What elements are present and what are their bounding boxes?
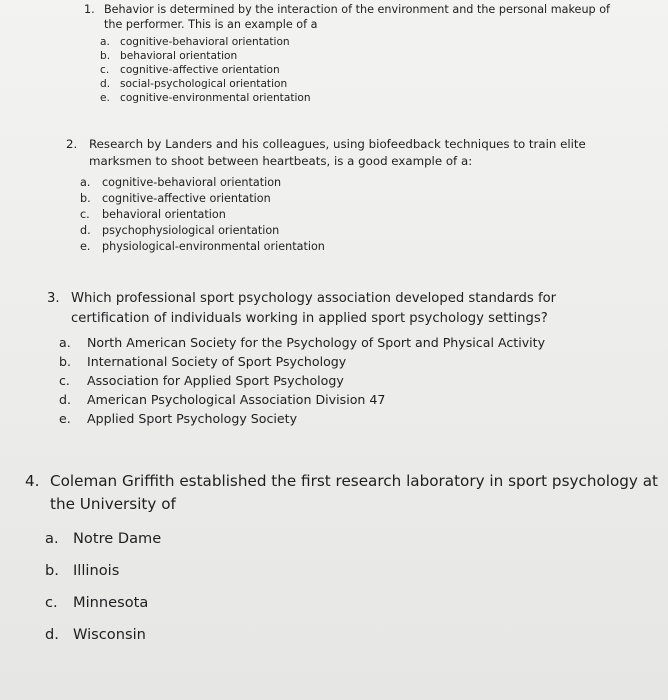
answer-option-a [59,333,627,352]
option-text: behavioral orientation [120,50,238,62]
question-number: 3. [47,291,60,306]
option-text: Notre Dame [73,530,162,547]
option-text: Association for Applied Sport Psychology [87,373,344,388]
answer-option-c [80,207,626,223]
question-1 [84,2,624,105]
answer-options [45,523,665,651]
option-text: behavioral orientation [102,208,226,221]
answer-options [80,175,626,255]
question-text: Behavior is determined by the interaction of the environment and the personal makeup of the performer. This is an example of a [104,3,610,31]
answer-option-e [100,91,624,105]
answer-option-c [45,587,665,619]
answer-option-d [59,390,627,409]
option-text: Minnesota [73,594,149,611]
option-letter: d. [80,224,91,237]
option-letter: b. [45,562,59,579]
question-number: 4. [25,472,40,490]
option-letter: a. [45,530,59,547]
answer-option-b [80,191,626,207]
option-letter: a. [80,176,91,189]
question-text: Research by Landers and his colleagues, using biofeedback techniques to train elite marksmen to shoot between heartbeats, is a good example of a: [89,137,586,168]
answer-option-a [45,523,665,555]
option-letter: c. [45,594,58,611]
answer-option-a [80,175,626,191]
option-text: physiological-environmental orientation [102,240,325,253]
option-text: North American Society for the Psychology of Sport and Physical Activity [87,335,546,350]
option-letter: b. [59,354,71,369]
question-4 [25,470,665,651]
option-letter: c. [59,373,70,388]
question-4-stem [25,470,665,516]
question-number: 2. [66,137,78,151]
option-text: cognitive-affective orientation [120,64,280,76]
question-2 [66,136,626,255]
answer-option-c [59,371,627,390]
option-text: cognitive-behavioral orientation [120,36,290,48]
answer-option-b [45,555,665,587]
option-text: Applied Sport Psychology Society [87,411,298,426]
answer-option-a [100,35,624,49]
question-text: Coleman Griffith established the first research laboratory in sport psychology at the University of [50,472,658,513]
option-letter: b. [80,192,91,205]
option-text: International Society of Sport Psychology [87,354,347,369]
question-1-stem [84,2,624,32]
option-letter: e. [59,411,71,426]
answer-option-b [59,352,627,371]
option-letter: c. [100,64,110,76]
option-letter: d. [100,78,111,90]
question-2-stem [66,136,626,170]
option-text: social-psychological orientation [120,78,288,90]
question-number: 1. [84,3,95,16]
option-text: American Psychological Association Division 47 [87,392,386,407]
option-letter: e. [100,92,110,104]
answer-option-c [100,63,624,77]
answer-option-e [80,239,626,255]
option-letter: e. [80,240,91,253]
answer-option-d [100,77,624,91]
question-3-stem [47,289,627,329]
question-text: Which professional sport psychology association developed standards for certification of individuals working in applied sport psychology settings? [71,291,557,326]
option-letter: d. [45,626,59,643]
answer-option-d [80,223,626,239]
option-letter: b. [100,50,111,62]
option-text: psychophysiological orientation [102,224,280,237]
option-letter: c. [80,208,90,221]
answer-options [59,333,627,428]
option-text: Illinois [73,562,120,579]
option-text: cognitive-environmental orientation [120,92,311,104]
option-text: cognitive-affective orientation [102,192,271,205]
answer-option-e [59,409,627,428]
option-letter: d. [59,392,71,407]
answer-options [100,35,624,105]
option-letter: a. [100,36,110,48]
option-text: cognitive-behavioral orientation [102,176,282,189]
answer-option-d [45,619,665,651]
question-3 [47,289,627,428]
option-letter: a. [59,335,71,350]
option-text: Wisconsin [73,626,146,643]
answer-option-b [100,49,624,63]
